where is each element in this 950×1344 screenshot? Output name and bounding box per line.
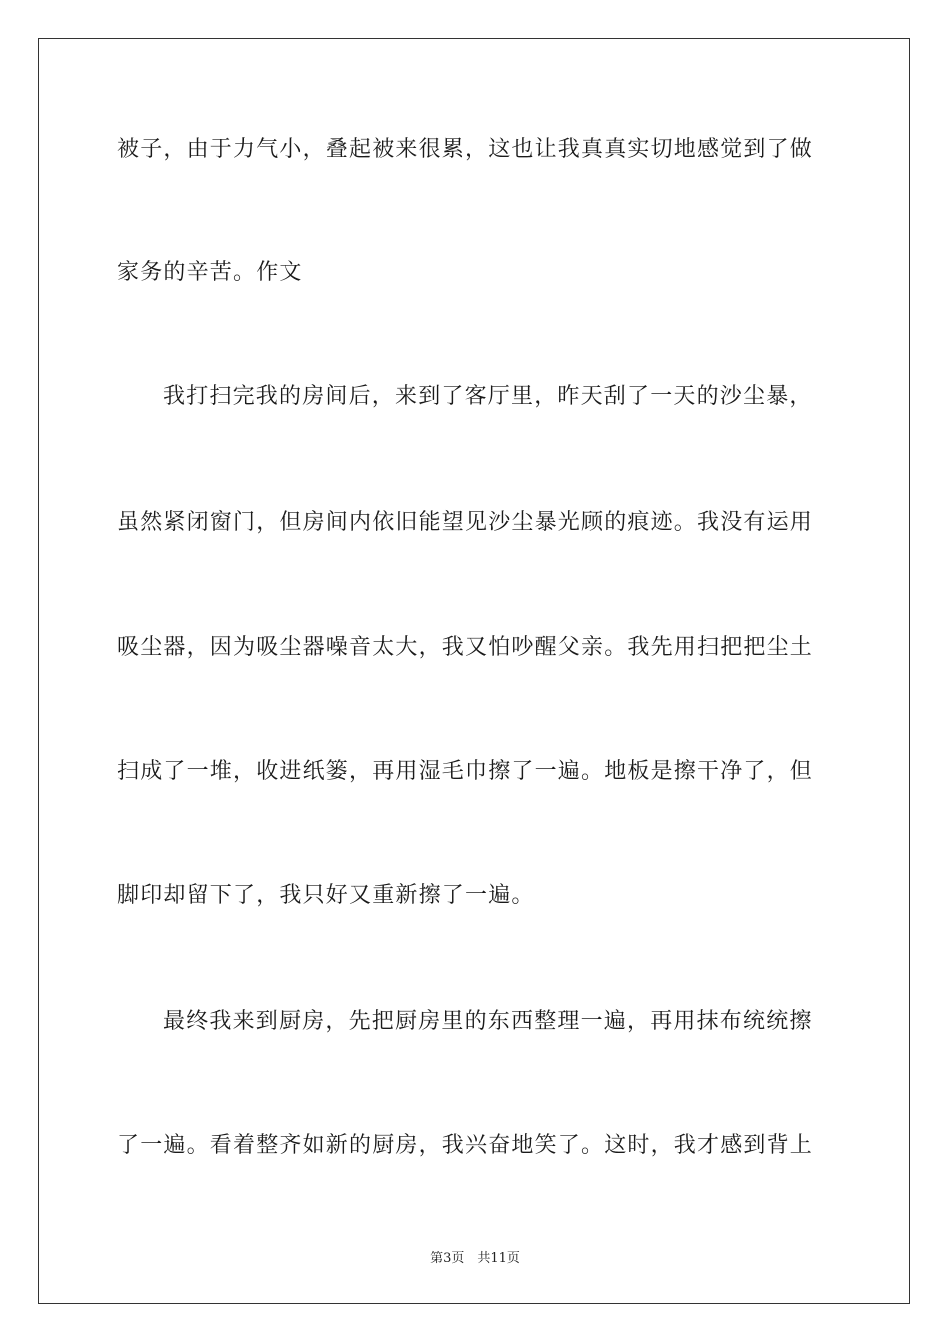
text-line-4: 虽然紧闭窗门，但房间内依旧能望见沙尘暴光顾的痕迹。我没有运用 — [117, 510, 814, 535]
page-number-footer: 第3页 共11页 — [430, 1251, 520, 1266]
text-line-7: 脚印却留下了，我只好又重新擦了一遍。 — [117, 883, 535, 908]
page-border — [38, 38, 910, 1304]
text-line-1: 被子，由于力气小，叠起被来很累，这也让我真真实切地感觉到了做 — [117, 137, 814, 162]
text-line-2: 家务的辛苦。作文 — [117, 260, 303, 285]
text-line-3-paragraph-start: 我打扫完我的房间后，来到了客厅里，昨天刮了一天的沙尘暴， — [163, 384, 813, 409]
text-line-6: 扫成了一堆，收进纸篓，再用湿毛巾擦了一遍。地板是擦干净了，但 — [117, 759, 814, 784]
text-line-5: 吸尘器，因为吸尘器噪音太大，我又怕吵醒父亲。我先用扫把把尘土 — [117, 635, 814, 660]
text-line-8-paragraph-start: 最终我来到厨房，先把厨房里的东西整理一遍，再用抹布统统擦 — [163, 1009, 813, 1034]
text-line-9: 了一遍。看着整齐如新的厨房，我兴奋地笑了。这时，我才感到背上 — [117, 1133, 814, 1158]
